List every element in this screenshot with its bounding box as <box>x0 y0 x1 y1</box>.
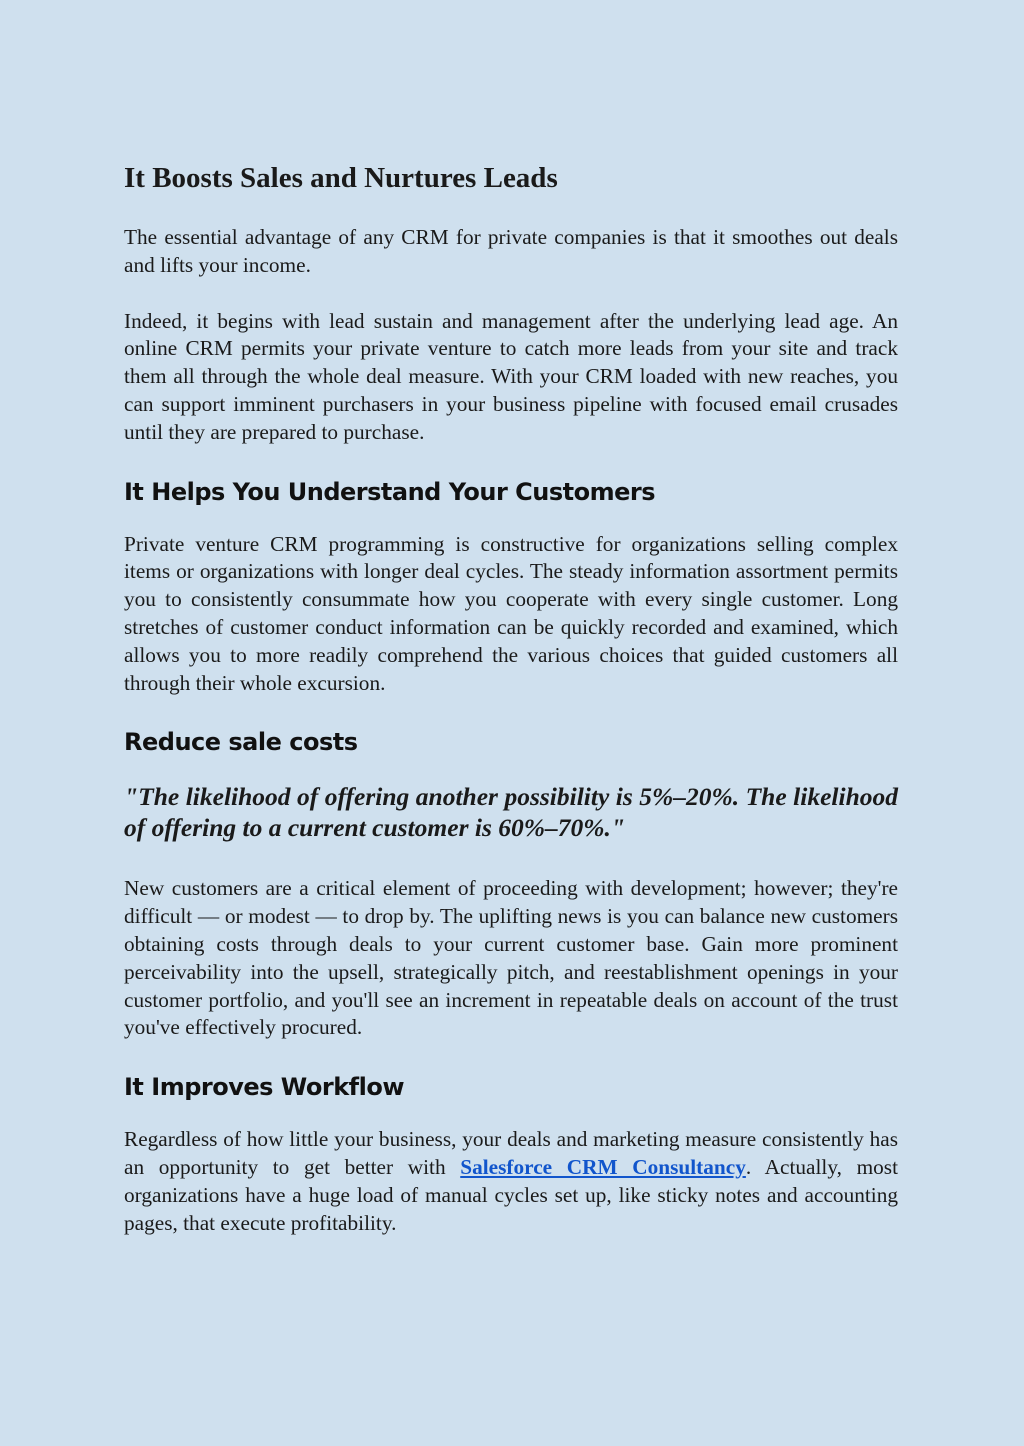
paragraph-workflow <box>124 1126 898 1237</box>
heading-boosts-sales: It Boosts Sales and Nurtures Leads <box>124 162 558 194</box>
paragraph-essential-advantage: The essential advantage of any CRM for private companies is that it smoothes out deals and lifts your income. <box>124 225 898 277</box>
paragraph-new-customers: New customers are a critical element of proceeding with development; however; they're difficult — or modest — to drop by. The uplifting news is you can balance new customers obtaining costs through deals to your current customer base. Gain more prominent perceivability into the upsell, strategically pitch, and reestablishment openings in your customer portfolio, and you'll see an increment in repeatable deals on account of the trust you've effectively procured. <box>124 876 898 1040</box>
paragraph-lead-management: Indeed, it begins with lead sustain and management after the underlying lead age. An online CRM permits your private venture to catch more leads from your site and track them all through the whole deal measure. With your CRM loaded with new reaches, you can support imminent purchasers in your business pipeline with focused email crusades until they are prepared to purchase. <box>124 308 898 444</box>
quote-likelihood: "The likelihood of offering another possibility is 5%–20%. The likelihood of offering to a current customer is 60%–70%." <box>124 782 898 843</box>
salesforce-crm-consultancy-link[interactable]: Salesforce CRM Consultancy <box>460 1154 746 1179</box>
document-body <box>124 158 898 1265</box>
heading-improves-workflow: It Improves Workflow <box>124 1073 404 1102</box>
paragraph-crm-programming: Private venture CRM programming is constructive for organizations selling complex items or organizations with longer deal cycles. The steady information assortment permits you to consistently consummate how you cooperate with every single customer. Long stretches of customer conduct information can be quickly recorded and examined, which allows you to more readily comprehend the various choices that guided customers all through their whole excursion. <box>124 531 898 695</box>
workflow-text-before: Regardless of how little your business, your deals and marketing measure consistently has an opportunity to get better with <box>124 1127 898 1179</box>
heading-reduce-sale-costs: Reduce sale costs <box>124 728 358 757</box>
workflow-text-after: . Actually, most organizations have a huge load of manual cycles set up, like sticky notes and accounting pages, that execute profitability. <box>124 1154 898 1235</box>
heading-understand-customers: It Helps You Understand Your Customers <box>124 477 656 506</box>
